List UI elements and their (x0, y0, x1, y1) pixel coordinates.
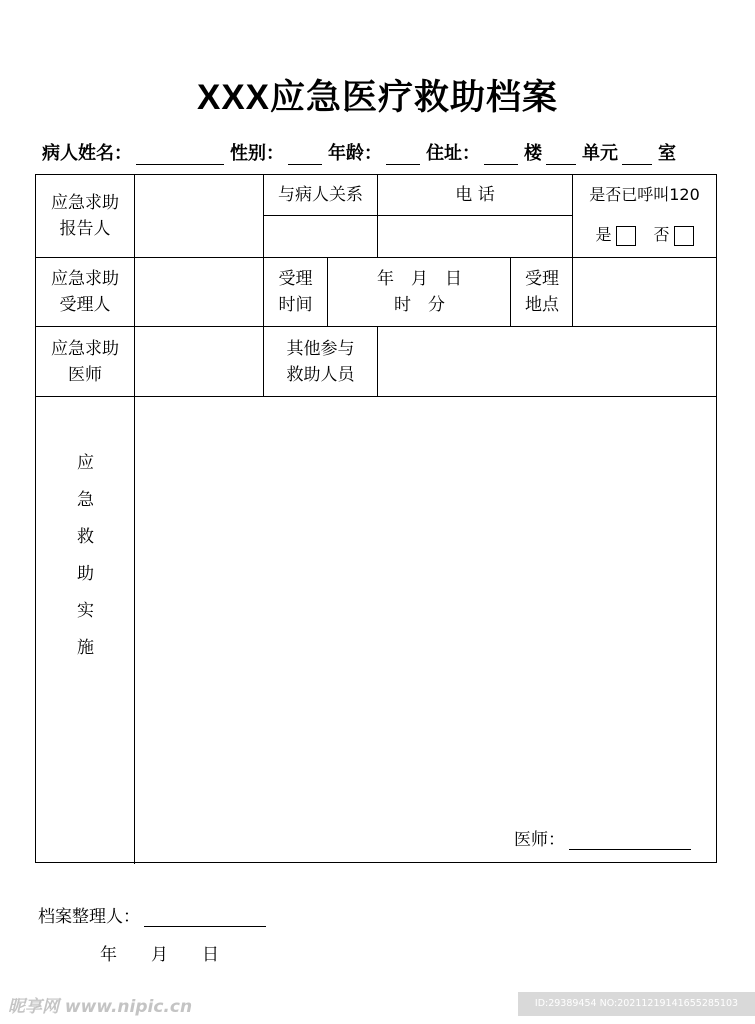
accept-place-field[interactable] (573, 258, 716, 326)
reporter-field[interactable] (136, 175, 262, 257)
organizer-label: 档案整理人： (38, 907, 140, 927)
rescue-form-table (35, 174, 717, 863)
called-120-options (573, 217, 716, 253)
building-field[interactable] (484, 144, 518, 165)
row-divider (263, 215, 572, 216)
date-day-label: 日 (202, 945, 219, 965)
doctor-signature (514, 825, 691, 850)
document-title: XXX应急医疗救助档案 (196, 78, 559, 117)
other-staff-field[interactable] (378, 327, 716, 396)
yes-option[interactable] (595, 222, 635, 248)
reporter-label: 应急求助 报告人 (51, 193, 119, 239)
accept-time-label: 受理 时间 (278, 269, 313, 315)
row-divider (36, 396, 716, 397)
column-divider (510, 257, 511, 326)
doctor-sign-field[interactable] (569, 831, 691, 850)
no-label: 否 (653, 225, 670, 244)
room-unit-label: 室 (658, 143, 676, 164)
patient-name-field[interactable] (136, 144, 224, 165)
footer-date (100, 940, 219, 965)
accept-datetime-field[interactable]: 年 月 日 时 分 (377, 269, 462, 315)
gender-field[interactable] (288, 144, 322, 165)
gender-label: 性别： (230, 143, 284, 164)
phone-field[interactable] (378, 217, 572, 257)
age-label: 年龄： (328, 143, 382, 164)
age-field[interactable] (386, 144, 420, 165)
patient-info-line (42, 139, 680, 165)
implementation-field[interactable] (136, 398, 716, 808)
organizer-line (38, 902, 266, 927)
unit-field[interactable] (546, 144, 576, 165)
relation-label: 与病人关系 (278, 185, 363, 205)
called-120-label: 是否已呼叫120 (589, 185, 700, 204)
receiver-label: 应急求助 受理人 (51, 269, 119, 315)
date-month-label: 月 (151, 945, 168, 965)
building-unit-label: 楼 (524, 143, 542, 164)
accept-place-label: 受理 地点 (525, 269, 559, 315)
implementation-label: 应 急 救 助 实 施 (77, 453, 94, 658)
column-divider (327, 257, 328, 326)
doctor-label: 应急求助 医师 (51, 338, 119, 385)
patient-name-label: 病人姓名： (42, 143, 132, 164)
yes-label: 是 (595, 225, 612, 244)
address-label: 住址： (426, 143, 480, 164)
relation-field[interactable] (264, 217, 377, 257)
no-option[interactable] (654, 222, 694, 248)
image-id-bar: ID:29389454 NO:20211219141655285103 (518, 992, 755, 1016)
other-staff-label: 其他参与 救助人员 (286, 338, 355, 385)
date-year-label: 年 (100, 945, 117, 965)
doctor-field[interactable] (136, 327, 262, 396)
yes-checkbox[interactable] (616, 226, 636, 246)
receiver-field[interactable] (136, 258, 262, 326)
no-checkbox[interactable] (674, 226, 694, 246)
site-watermark: 昵享网 www.nipic.cn (8, 997, 193, 1017)
room-field[interactable] (622, 144, 652, 165)
phone-label: 电 话 (455, 185, 495, 205)
unit-unit-label: 单元 (582, 143, 618, 164)
doctor-sign-label: 医师： (514, 830, 565, 850)
organizer-field[interactable] (144, 906, 266, 927)
